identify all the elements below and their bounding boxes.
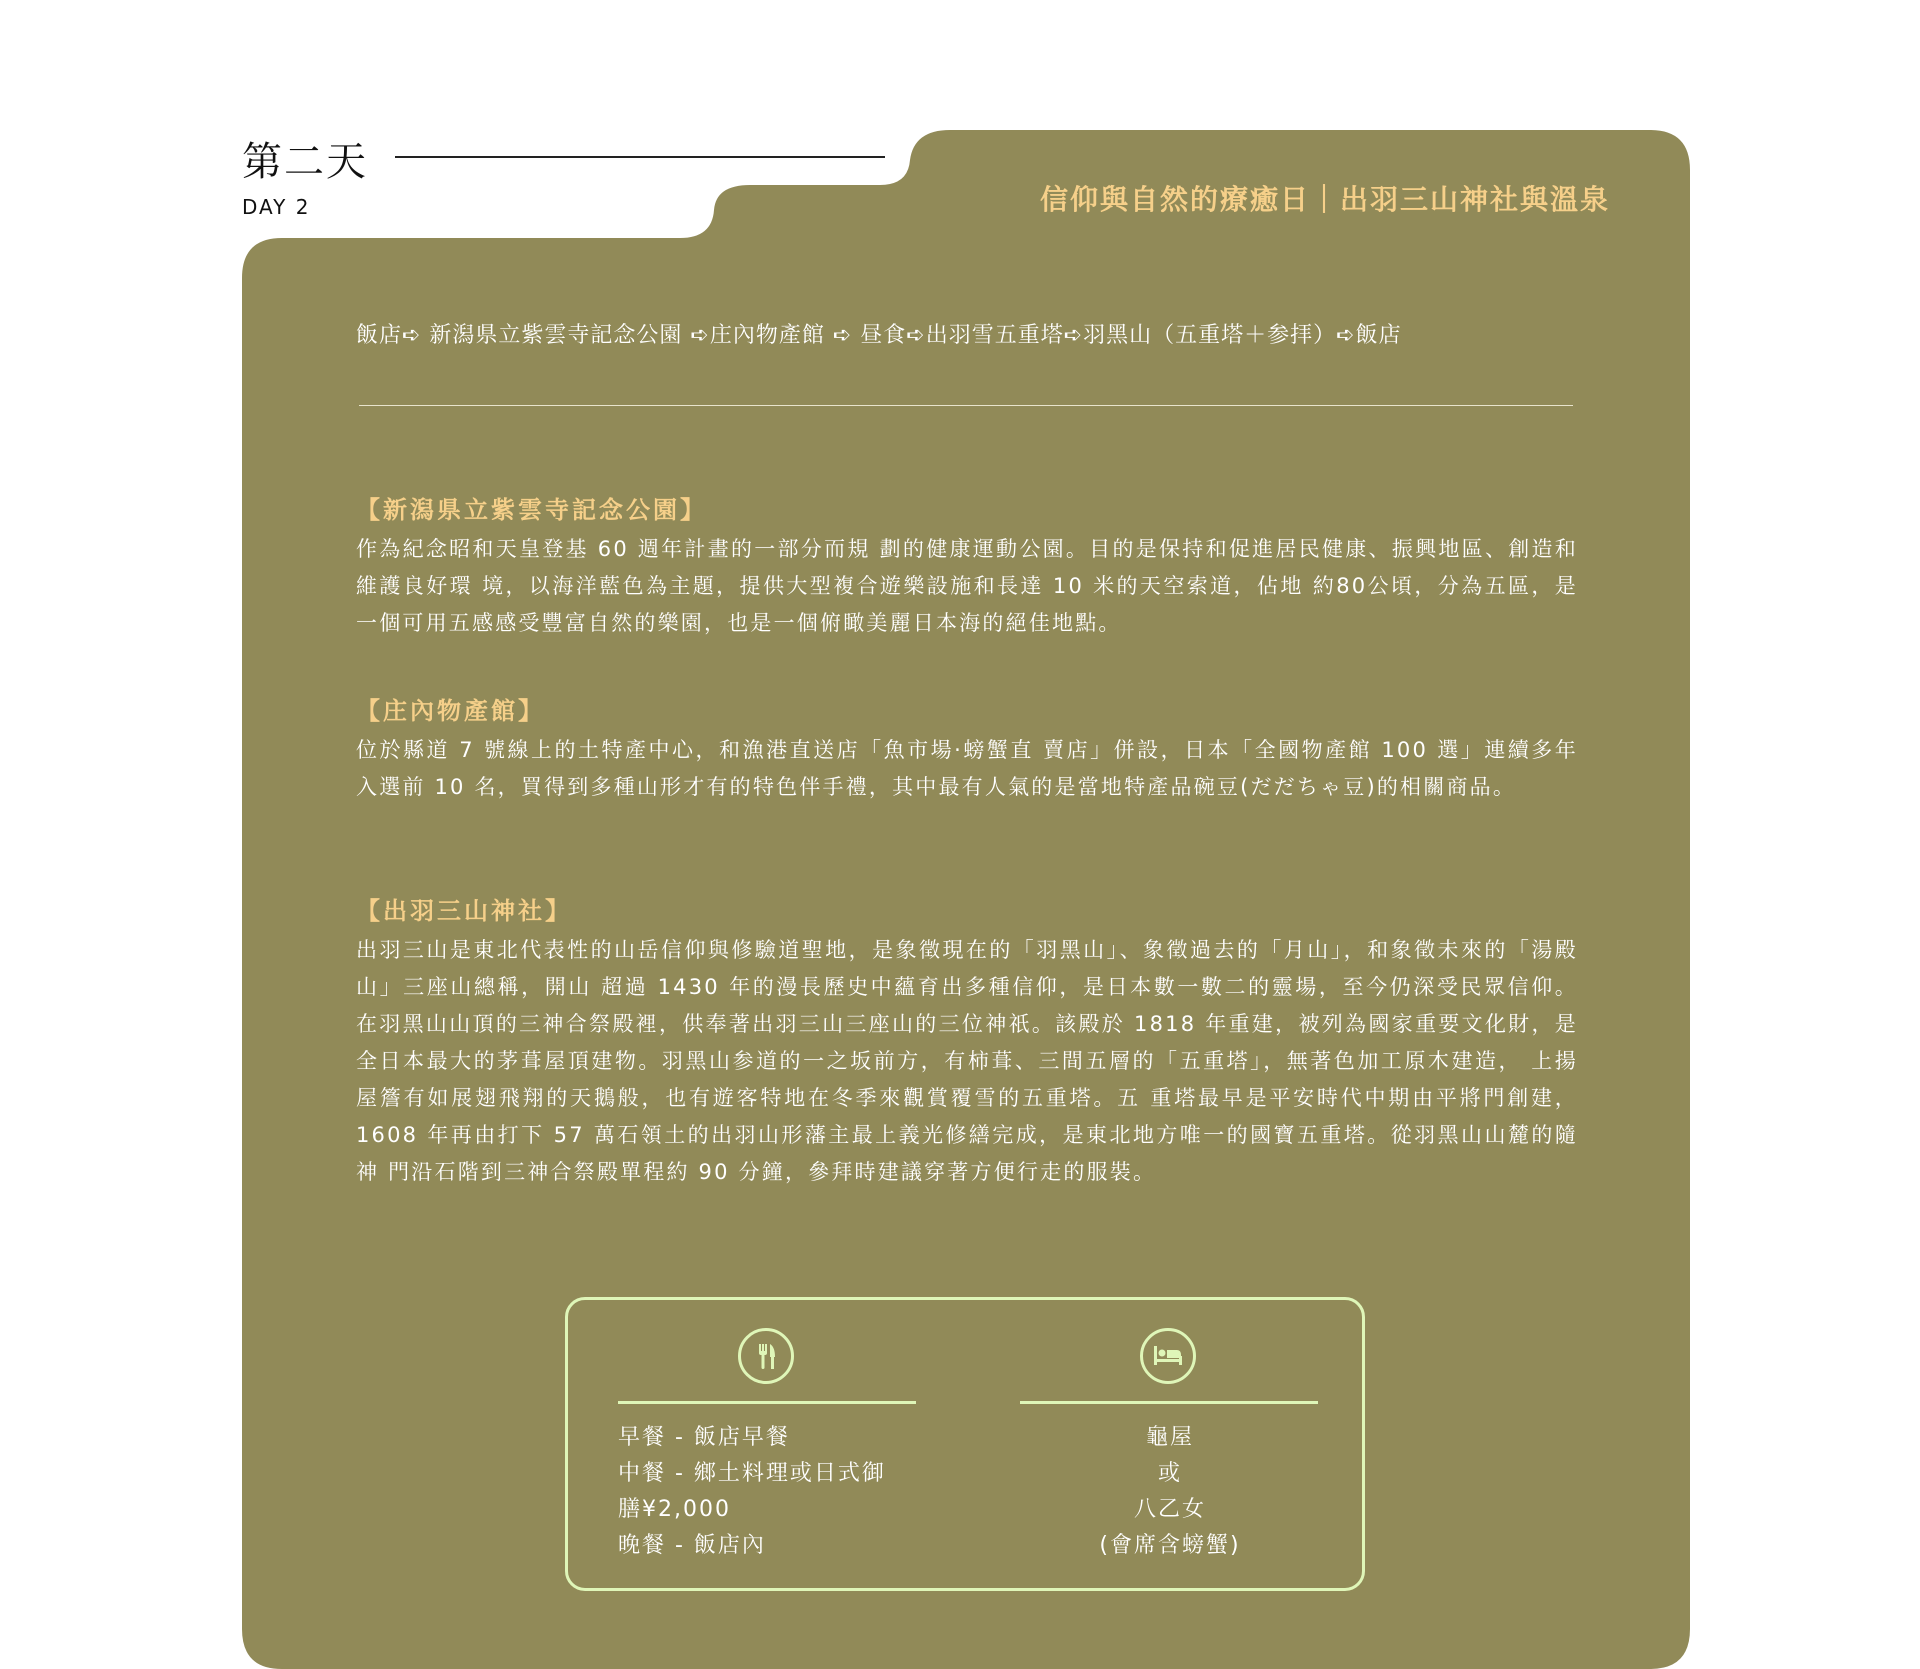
hotel-line: 八乙女 [1133,1497,1206,1522]
section-body: 出羽三山是東北代表性的山岳信仰與修驗道聖地，是象徵現在的「羽黑山」、象徵過去的「月山」，和象徵未來的「湯殿山」三座山總稱，開山 超過 1430 年的漫長歷史中蘊育出多種信仰，是日本數一數二的靈場，至今仍深受民眾信仰。在羽黑山山頂的三神合祭殿裡，供奉著出羽三山三座山的三位神祇。該殿於 1818 年重建，被列為國家重要文化財，是全日本最大的茅葺屋頂建物。羽黑山参道的一之坂前方，有柿葺、三間五層的「五重塔」，無著色加工原木建造， 上揚屋簷有如展翅飛翔的天鵝般，也有遊客特地在冬季來觀賞覆雪的五重塔。五 重塔最早是平安時代中期由平將門創建，1608 年再由打下 57 萬石領土的出羽山形藩主最上義光修繕完成，是東北地方唯一的國寶五重塔。從羽黑山山麓的隨神 門沿石階到三神合祭殿單程約 90 分鐘，參拜時建議穿著方便行走的服裝。 [356,938,1578,1184]
section-title: 【出羽三山神社】 [356,897,572,925]
hotel-line: 或 [1157,1461,1182,1486]
route-itinerary: 飯店➪ 新潟県立紫雲寺記念公園 ➪庄內物產館 ➪ 昼食➪出羽雪五重塔➪羽黑山（五重塔＋参拝）➪飯店 [356,323,1402,348]
section-body: 位於縣道 7 號線上的土特產中心，和漁港直送店「魚市場·螃蟹直 賣店」併設，日本「全國物產館 100 選」連續多年入選前 10 名，買得到多種山形才有的特色伴手禮，其中最有人氣的是當地特產品碗豆(だだちゃ豆)的相關商品。 [356,738,1578,799]
section-shonai-market [356,694,1578,806]
section-park [356,493,1578,642]
section-title: 【庄內物產館】 [356,697,545,725]
lodging-list [1020,1420,1320,1564]
route-divider [359,405,1573,406]
title-divider [395,156,885,158]
day-title: 第二天 [242,139,368,185]
section-body: 作為紀念昭和天皇登基 60 週年計畫的一部分而規 劃的健康運動公園。目的是保持和促進居民健康、振興地區、創造和維護良好環 境，以海洋藍色為主題，提供大型複合遊樂設施和長達 10 米的天空索道，佔地 約80公頃，分為五區，是一個可用五感感受豐富自然的樂園，也是一個俯瞰美麗日本海的絕佳地點。 [356,537,1578,635]
hotel-line: 龜屋 [1145,1425,1194,1450]
meals-divider [618,1401,916,1404]
meal-line-dinner: 晚餐 - 飯店內 [618,1533,766,1558]
meals-list [618,1420,918,1564]
meals-column [618,1300,918,1588]
theme-title: 信仰與自然的療癒日｜出羽三山神社與溫泉 [1039,183,1610,216]
lodging-divider [1020,1401,1318,1404]
hotel-line: (會席含螃蟹) [1099,1533,1241,1558]
lodging-column [1020,1300,1320,1588]
meal-line-breakfast: 早餐 - 飯店早餐 [618,1425,790,1450]
section-dewa-sanzan-shrine [356,894,1578,1191]
meal-line-lunch: 中餐 - 鄉土料理或日式御 [618,1461,886,1486]
meals-lodging-box [565,1297,1365,1591]
day-subtitle: DAY 2 [242,195,311,219]
fork-knife-icon [738,1328,794,1384]
meal-line-lunch-cont: 膳¥2,000 [618,1497,731,1522]
bed-icon [1140,1328,1196,1384]
section-title: 【新潟県立紫雲寺記念公園】 [356,496,707,524]
